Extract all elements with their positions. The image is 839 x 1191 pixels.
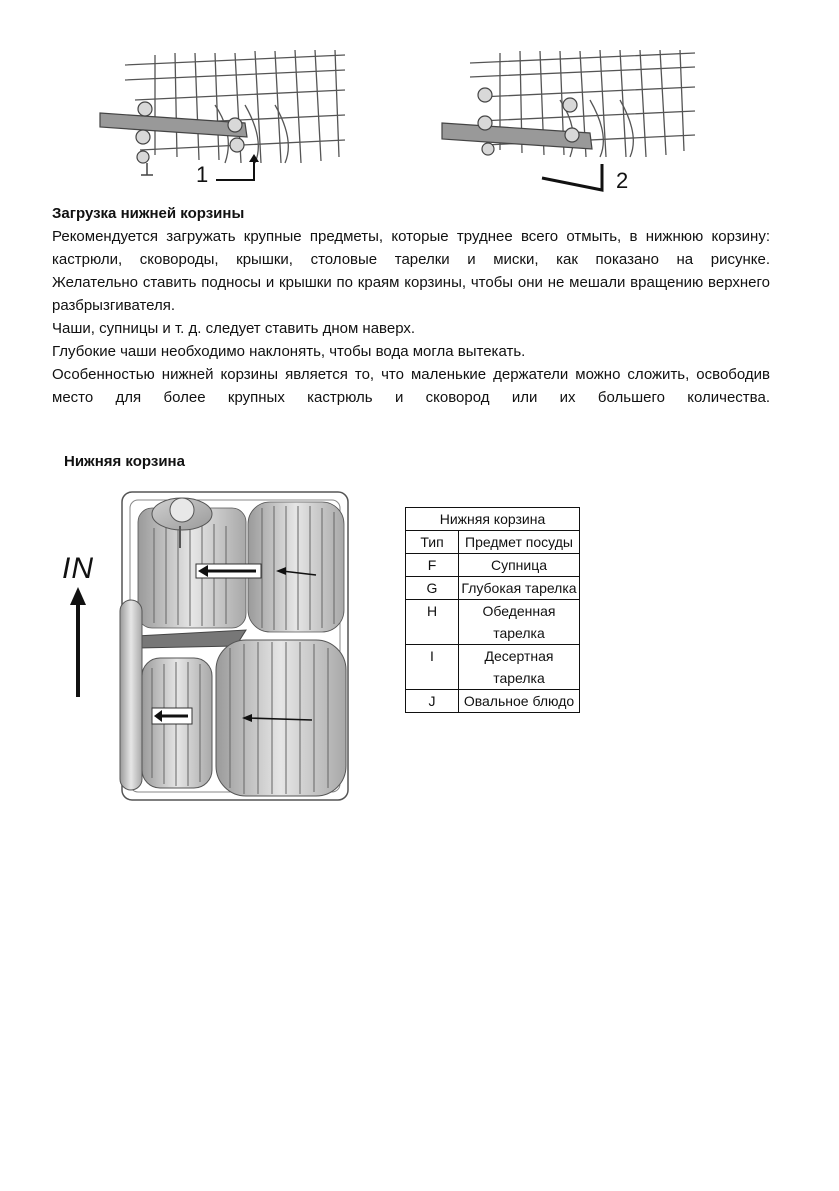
header-item: Предмет посуды [459, 531, 580, 554]
up-arrow-1-icon [212, 150, 262, 185]
paragraph: Особенностью нижней корзины является то, что маленькие держатели можно сложить, освободив место для более крупных кастрюль и сковород или их большего количества. [52, 366, 770, 406]
table-row [406, 600, 580, 645]
section-body [52, 225, 770, 409]
dish-type-table [405, 507, 580, 713]
cell-type: I [406, 645, 459, 690]
direction-up-arrow-icon [68, 585, 88, 700]
header-type: Тип [406, 531, 459, 554]
figure-label-1: 1 [196, 162, 209, 187]
paragraph: Чаши, супницы и т. д. следует ставить дном наверх. [52, 320, 416, 337]
table-row [406, 690, 580, 713]
cell-item: Десертная тарелка [459, 645, 580, 690]
direction-label: IN [62, 552, 94, 585]
down-arrow-2-icon [538, 158, 613, 193]
table-row [406, 645, 580, 690]
lower-basket-illustration [116, 488, 356, 808]
cell-type: G [406, 577, 459, 600]
basket-rail-figure-2 [440, 45, 700, 170]
cell-type: J [406, 690, 459, 713]
paragraph: Глубокие чаши необходимо наклонять, чтобы вода могла вытекать. [52, 343, 526, 360]
figure-label-2: 2 [616, 168, 629, 193]
paragraph: Рекомендуется загружать крупные предметы, которые труднее всего отмыть, в нижнюю корзину: кастрюли, сковороды, крышки, столовые тарелки и миски, как показано на рисунке. [52, 228, 770, 268]
table-title: Нижняя корзина [406, 508, 580, 531]
cell-item: Овальное блюдо [459, 690, 580, 713]
cell-type: H [406, 600, 459, 645]
paragraph: Желательно ставить подносы и крышки по краям корзины, чтобы они не мешали вращению верхнего разбрызгивателя. [52, 274, 770, 314]
table-row [406, 554, 580, 577]
table-row [406, 577, 580, 600]
table-title-row [406, 508, 580, 531]
cell-item: Супница [459, 554, 580, 577]
table-header-row [406, 531, 580, 554]
cell-item: Обеденная тарелка [459, 600, 580, 645]
section-heading: Загрузка нижней корзины [52, 205, 245, 222]
basket-heading: Нижняя корзина [64, 453, 185, 470]
cell-type: F [406, 554, 459, 577]
cell-item: Глубокая тарелка [459, 577, 580, 600]
